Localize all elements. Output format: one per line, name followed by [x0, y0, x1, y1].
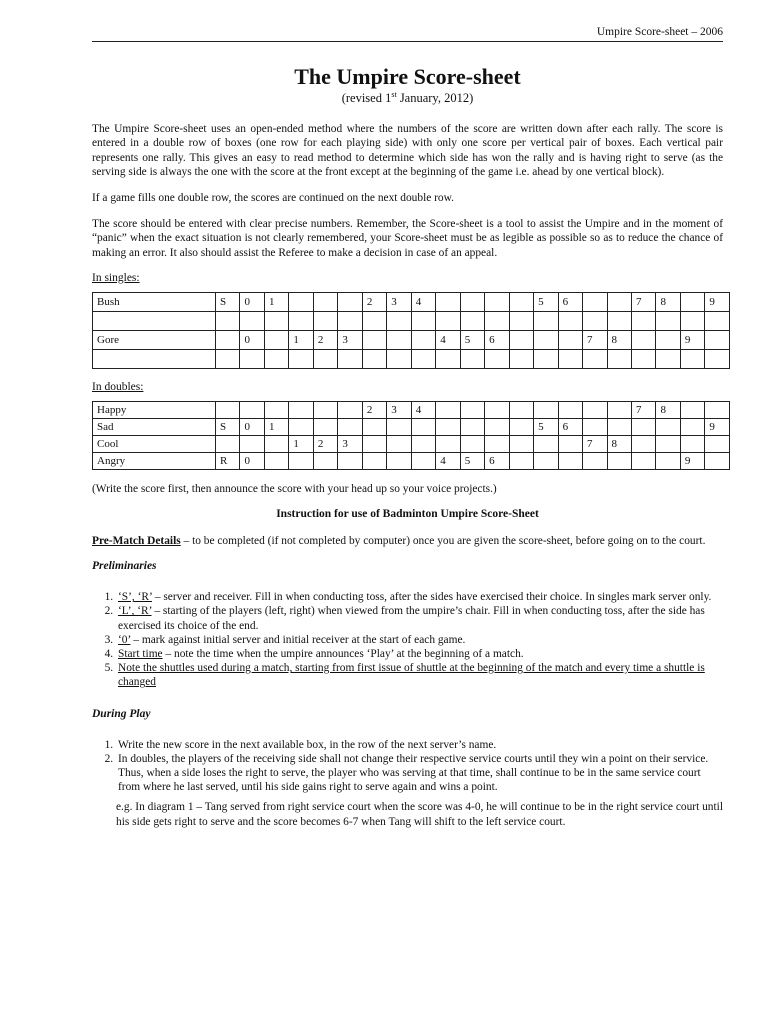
score-cell [264, 311, 288, 330]
score-cell [680, 349, 704, 368]
score-cell [313, 401, 337, 418]
score-cell [313, 349, 337, 368]
score-cell [485, 401, 509, 418]
score-cell [362, 452, 386, 469]
score-cell: 0 [240, 418, 264, 435]
score-cell: 6 [485, 452, 509, 469]
score-cell [338, 418, 362, 435]
score-cell: 8 [656, 401, 680, 418]
score-cell [680, 292, 704, 311]
score-cell [387, 311, 411, 330]
score-cell: 0 [240, 330, 264, 349]
list-item: 5. Note the shuttles used during a match, starting from first issue of shuttle at the beginning of the match and every time a shuttle is changed [116, 661, 723, 689]
score-cell [216, 330, 240, 349]
score-cell [240, 401, 264, 418]
score-cell: 1 [264, 418, 288, 435]
score-cell: 5 [460, 452, 484, 469]
score-cell [656, 418, 680, 435]
player-name-cell [93, 349, 216, 368]
list-item: 1. Write the new score in the next available box, in the row of the next server’s name. [116, 738, 723, 752]
score-cell: 9 [680, 452, 704, 469]
doubles-score-table [92, 401, 730, 470]
score-cell: 0 [240, 292, 264, 311]
score-cell [338, 292, 362, 311]
score-cell [583, 311, 607, 330]
score-cell [485, 349, 509, 368]
score-cell [289, 349, 313, 368]
score-cell: 1 [289, 435, 313, 452]
player-name-cell: Sad [93, 418, 216, 435]
score-cell [436, 418, 460, 435]
singles-label: In singles: [92, 271, 140, 284]
score-cell: 6 [485, 330, 509, 349]
score-cell [656, 435, 680, 452]
score-cell [705, 311, 730, 330]
preliminaries-heading: Preliminaries [92, 560, 157, 573]
score-cell [509, 349, 533, 368]
list-item: 2. ‘L’, ‘R’ – starting of the players (left, right) when viewed from the umpire’s chair. Fill in when conducting toss, after the side has exercised its choice of the end. [116, 604, 723, 632]
score-cell: 2 [313, 435, 337, 452]
score-cell [583, 349, 607, 368]
score-cell [631, 330, 655, 349]
score-cell [705, 452, 730, 469]
score-cell [338, 349, 362, 368]
score-cell [289, 292, 313, 311]
legibility-paragraph: The score should be entered with clear precise numbers. Remember, the Score-sheet is a tool to assist the Umpire and in the moment of “panic” when the exact situation is not clearly remembered, your Score-sheet must be as legible as possible so as to reduce the chance of making an error. It also should assist the Referee to make a decision in case of an appeal. [92, 218, 723, 259]
score-cell [485, 418, 509, 435]
player-name-cell: Bush [93, 292, 216, 311]
score-cell: 3 [387, 401, 411, 418]
score-cell [509, 418, 533, 435]
document-page [92, 26, 723, 829]
score-cell [216, 435, 240, 452]
score-cell [313, 311, 337, 330]
continuation-paragraph: If a game fills one double row, the scores are continued on the next double row. [92, 191, 454, 204]
score-cell: 1 [264, 292, 288, 311]
score-cell [240, 349, 264, 368]
score-cell [534, 311, 558, 330]
table-row [93, 292, 730, 311]
prematch-paragraph [92, 534, 723, 548]
score-cell [362, 349, 386, 368]
score-cell [485, 292, 509, 311]
score-cell [509, 435, 533, 452]
preliminaries-list [92, 590, 723, 689]
score-cell [705, 330, 730, 349]
score-cell: 9 [705, 292, 730, 311]
score-cell: 5 [460, 330, 484, 349]
score-cell: 1 [289, 330, 313, 349]
table-row [93, 435, 730, 452]
score-cell [631, 418, 655, 435]
score-cell: 3 [387, 292, 411, 311]
score-cell [436, 349, 460, 368]
score-cell [289, 401, 313, 418]
score-cell [631, 435, 655, 452]
score-cell: S [216, 292, 240, 311]
score-cell [264, 452, 288, 469]
score-cell [460, 311, 484, 330]
table-row [93, 401, 730, 418]
score-cell [411, 349, 435, 368]
score-cell: 7 [583, 435, 607, 452]
score-cell [509, 452, 533, 469]
player-name-cell: Angry [93, 452, 216, 469]
score-cell: 6 [558, 292, 582, 311]
score-cell [656, 330, 680, 349]
score-cell [264, 330, 288, 349]
score-cell [411, 311, 435, 330]
score-cell [485, 311, 509, 330]
score-cell [607, 292, 631, 311]
score-cell [338, 452, 362, 469]
score-cell [534, 452, 558, 469]
score-cell [387, 435, 411, 452]
score-cell [436, 311, 460, 330]
score-cell: 7 [631, 292, 655, 311]
score-cell: 3 [338, 330, 362, 349]
score-cell [387, 349, 411, 368]
singles-score-table [92, 292, 730, 369]
score-cell [680, 401, 704, 418]
score-cell [656, 311, 680, 330]
score-cell: 2 [362, 292, 386, 311]
score-cell [583, 292, 607, 311]
score-cell [558, 330, 582, 349]
score-cell: 0 [240, 452, 264, 469]
score-cell: 6 [558, 418, 582, 435]
score-cell: 3 [338, 435, 362, 452]
table-row [93, 452, 730, 469]
score-cell [436, 292, 460, 311]
score-cell [216, 311, 240, 330]
score-cell [338, 311, 362, 330]
score-cell [485, 435, 509, 452]
table-row [93, 330, 730, 349]
score-cell [656, 349, 680, 368]
score-cell [460, 401, 484, 418]
score-cell [558, 401, 582, 418]
table-row [93, 311, 730, 330]
score-cell [631, 452, 655, 469]
player-name-cell [93, 311, 216, 330]
score-cell [534, 349, 558, 368]
score-cell [362, 418, 386, 435]
score-cell [411, 330, 435, 349]
table-row [93, 349, 730, 368]
list-item: 3. ‘0’ – mark against initial server and initial receiver at the start of each game. [116, 633, 723, 647]
prematch-text: – to be completed (if not completed by computer) once you are given the score-sheet, before going on to the court. [180, 534, 706, 547]
score-cell [583, 452, 607, 469]
prematch-label: Pre-Match Details [92, 534, 181, 547]
during-play-heading: During Play [92, 707, 151, 720]
player-name-cell: Gore [93, 330, 216, 349]
score-cell: R [216, 452, 240, 469]
score-cell [509, 401, 533, 418]
score-cell [607, 418, 631, 435]
score-cell [705, 349, 730, 368]
score-cell [362, 330, 386, 349]
score-cell [264, 401, 288, 418]
score-cell [387, 452, 411, 469]
score-cell [289, 311, 313, 330]
score-cell [607, 311, 631, 330]
score-cell [264, 349, 288, 368]
score-cell: 7 [631, 401, 655, 418]
score-cell [460, 349, 484, 368]
score-cell [509, 292, 533, 311]
score-cell [289, 418, 313, 435]
score-cell [313, 452, 337, 469]
score-cell [558, 435, 582, 452]
score-cell [607, 452, 631, 469]
score-cell [558, 452, 582, 469]
score-cell [338, 401, 362, 418]
score-cell [362, 435, 386, 452]
score-cell [411, 418, 435, 435]
score-cell: 5 [534, 418, 558, 435]
score-cell [289, 452, 313, 469]
score-cell: 5 [534, 292, 558, 311]
score-cell [387, 418, 411, 435]
score-cell: 7 [583, 330, 607, 349]
score-cell: S [216, 418, 240, 435]
score-cell: 9 [705, 418, 730, 435]
score-cell: 4 [436, 452, 460, 469]
announce-note: (Write the score first, then announce the score with your head up so your voice projects.) [92, 482, 497, 495]
score-cell [680, 435, 704, 452]
score-cell [240, 435, 264, 452]
score-cell [680, 311, 704, 330]
score-cell [558, 349, 582, 368]
score-cell [240, 311, 264, 330]
score-cell [607, 349, 631, 368]
list-item: 1. ‘S’, ‘R’ – server and receiver. Fill in when conducting toss, after the sides have exercised their choice. In singles mark server only. [116, 590, 723, 604]
revision-subtitle: (revised 1st January, 2012) [341, 90, 474, 106]
score-cell [264, 435, 288, 452]
running-header: Umpire Score-sheet – 2006 [92, 26, 723, 42]
score-cell: 4 [411, 292, 435, 311]
score-cell [680, 418, 704, 435]
score-cell [460, 418, 484, 435]
score-cell [583, 418, 607, 435]
during-play-list [92, 738, 723, 795]
score-cell [607, 401, 631, 418]
score-cell [313, 418, 337, 435]
score-cell [631, 349, 655, 368]
score-cell [387, 330, 411, 349]
score-cell [411, 435, 435, 452]
score-cell [583, 401, 607, 418]
example-paragraph: e.g. In diagram 1 – Tang served from right service court when the score was 4-0, he will continue to be in the right service court until his side gets right to serve and the score becomes 6-7 when Tang will shift to the left service court. [116, 801, 723, 828]
score-cell [436, 435, 460, 452]
score-cell: 4 [436, 330, 460, 349]
score-cell: 9 [680, 330, 704, 349]
score-cell [534, 401, 558, 418]
score-cell [436, 401, 460, 418]
score-cell: 2 [313, 330, 337, 349]
score-cell [216, 349, 240, 368]
intro-paragraph: The Umpire Score-sheet uses an open-ended method where the numbers of the score are written down after each rally. The score is entered in a double row of boxes (one row for each playing side) with only one score per vertical pair of boxes. Each vertical pair represents one rally. This gives an easy to read method to determine which side has won the rally and is having right to serve (as the serving side is always the one with the score at the front except at the beginning of the game i.e. ahead by one vertical block). [92, 123, 723, 178]
list-item: 2. In doubles, the players of the receiving side shall not change their respective service courts until they win a point on their service. Thus, when a side loses the right to serve, the player who was serving at that time, shall continue to be in the same service court from where he last served, until his side gains right to serve again and wins a point. [116, 752, 723, 795]
score-cell [509, 311, 533, 330]
score-cell [534, 435, 558, 452]
score-cell: 2 [362, 401, 386, 418]
score-cell [534, 330, 558, 349]
list-item: 4. Start time – note the time when the umpire announces ‘Play’ at the beginning of a match. [116, 647, 723, 661]
score-cell [216, 401, 240, 418]
score-cell [656, 452, 680, 469]
score-cell [509, 330, 533, 349]
score-cell: 8 [607, 435, 631, 452]
document-title: The Umpire Score-sheet [294, 64, 521, 89]
score-cell [460, 435, 484, 452]
score-cell [362, 311, 386, 330]
score-cell [631, 311, 655, 330]
score-cell [411, 452, 435, 469]
score-cell: 4 [411, 401, 435, 418]
score-cell [558, 311, 582, 330]
instruction-title: Instruction for use of Badminton Umpire Score-Sheet [276, 507, 539, 520]
score-cell [313, 292, 337, 311]
doubles-label: In doubles: [92, 380, 144, 393]
player-name-cell: Happy [93, 401, 216, 418]
score-cell [705, 435, 730, 452]
score-cell [705, 401, 730, 418]
score-cell: 8 [607, 330, 631, 349]
table-row [93, 418, 730, 435]
score-cell: 8 [656, 292, 680, 311]
score-cell [460, 292, 484, 311]
player-name-cell: Cool [93, 435, 216, 452]
